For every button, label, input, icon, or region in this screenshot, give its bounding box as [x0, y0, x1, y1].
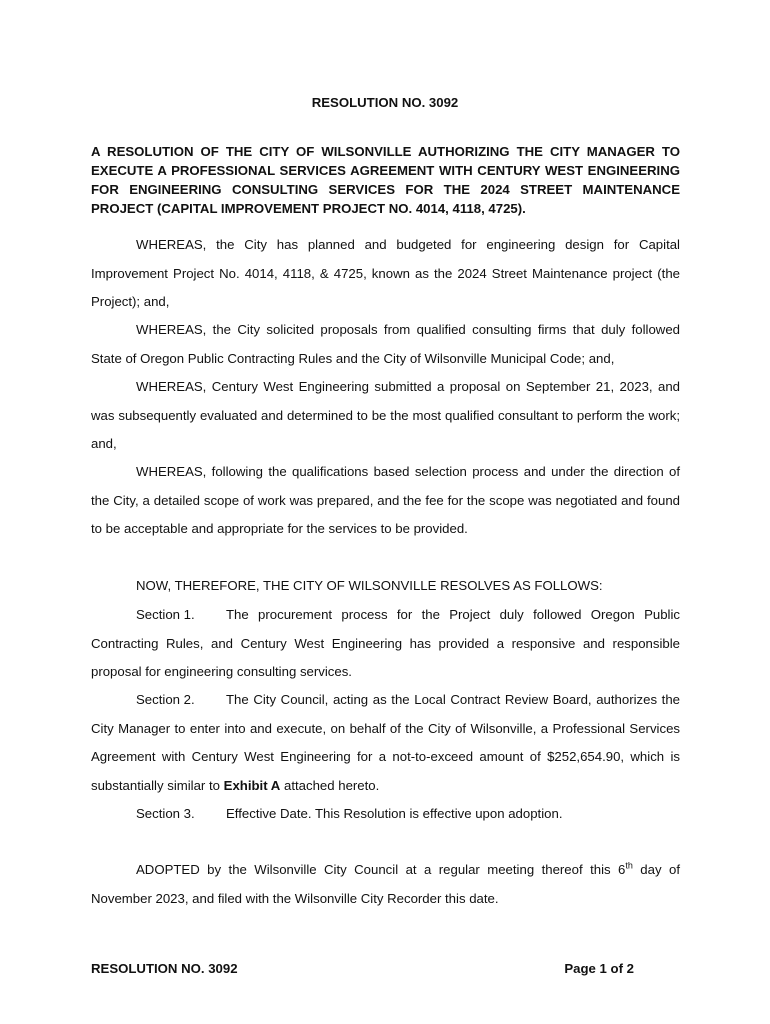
- section-3: [91, 800, 680, 829]
- adoption-paragraph: [91, 856, 680, 913]
- section-2-text: The City Council, acting as the Local Contract Review Board, authorizes the City Manager to enter into and execute, on behalf of the City of Wilsonville, a Professional Services Agreement with Century West Engineering for a not-to-exceed amount of $252,654.90, which is substantially similar to: [91, 692, 680, 793]
- adoption-text: ADOPTED by the Wilsonville City Council at a regular meeting thereof this 6: [136, 862, 626, 877]
- adoption-text-after: day of November 2023, and filed with the Wilsonville City Recorder this date.: [91, 862, 680, 906]
- section-1: [91, 601, 680, 687]
- section-2-label: Section 2.: [136, 692, 195, 707]
- exhibit-a-reference: Exhibit A: [223, 777, 281, 793]
- section-1-text: The procurement process for the Project duly followed Oregon Public Contracting Rules, and Century West Engineering has provided a responsive and responsible proposal for engineering consulting services.: [91, 607, 680, 679]
- section-1-label: Section 1.: [136, 607, 195, 622]
- whereas-paragraph-1: WHEREAS, the City has planned and budgeted for engineering design for Capital Improvement Project No. 4014, 4118, & 4725, known as the 2024 Street Maintenance project (the Project); and,: [91, 237, 680, 309]
- whereas-paragraph-2: WHEREAS, the City solicited proposals from qualified consulting firms that duly followed State of Oregon Public Contracting Rules and the City of Wilsonville Municipal Code; and,: [91, 322, 680, 366]
- whereas-paragraph-4: WHEREAS, following the qualifications based selection process and under the direction of the City, a detailed scope of work was prepared, and the fee for the scope was negotiated and found to be acceptable and appropriate for the services to be provided.: [91, 464, 680, 536]
- ordinal-suffix: th: [625, 860, 633, 871]
- section-3-label: Section 3.: [136, 806, 195, 821]
- whereas-paragraph-3: WHEREAS, Century West Engineering submitted a proposal on September 21, 2023, and was subsequently evaluated and determined to be the most qualified consultant to perform the work; and,: [91, 379, 680, 451]
- section-3-text: Effective Date. This Resolution is effective upon adoption.: [226, 806, 563, 821]
- footer-page-number: Page 1 of 2: [564, 961, 634, 976]
- section-2-text-after: attached hereto.: [280, 777, 380, 793]
- footer-resolution-number: RESOLUTION NO. 3092: [91, 961, 238, 976]
- resolution-title: RESOLUTION NO. 3092: [311, 95, 459, 110]
- resolves-heading: NOW, THEREFORE, THE CITY OF WILSONVILLE RESOLVES AS FOLLOWS:: [136, 578, 603, 593]
- resolution-caption: A RESOLUTION OF THE CITY OF WILSONVILLE AUTHORIZING THE CITY MANAGER TO EXECUTE A PROFESSIONAL SERVICES AGREEMENT WITH CENTURY WEST ENGINEERING FOR ENGINEERING CONSULTING SERVICES FOR THE 2024 STREET MAINTENANCE PROJECT (CAPITAL IMPROVEMENT PROJECT NO. 4014, 4118, 4725).: [91, 144, 680, 216]
- section-2: [91, 686, 680, 800]
